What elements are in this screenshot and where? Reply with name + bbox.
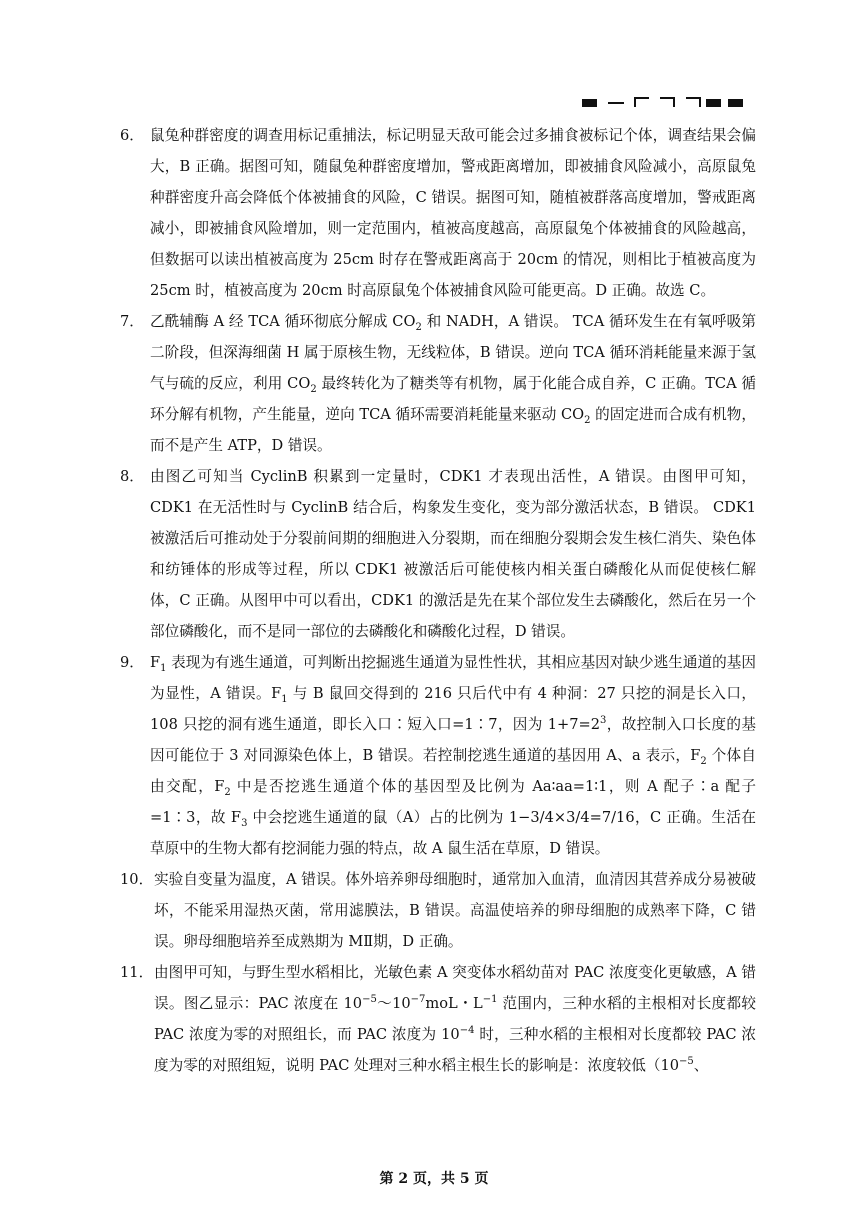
superscript: −5	[362, 994, 377, 1006]
superscript: −5	[679, 1056, 694, 1068]
header-marks	[582, 96, 744, 110]
page-footer: 第 2 页，共 5 页	[379, 1171, 489, 1187]
answer-item	[120, 647, 756, 864]
subscript: 2	[700, 755, 707, 767]
header-mark	[634, 97, 649, 107]
header-mark	[686, 97, 701, 107]
item-text: $F_1$ 表现为有逃生通道，可判断出挖掘逃生通道为显性性状，其相应基因对缺少逃生通道的基因为显性，A 错误。$F_1$ 与 B 鼠回交得到的 216 只后代中有 4 种洞：27 只挖的洞是长入口，108 只挖的洞有逃生通道，即长入口∶短入口=1∶7，因为 $1+7=2^3$，故控制入口长度的基因可能位于 3 对同源染色体上，B 错误。若控制挖逃生通道的基因用 A、a 表示，$F_2$ 个体自由交配，$F_2$ 中是否挖逃生通道个体的基因型及比例为 Aa∶aa=1∶1，则 A 配子∶a 配子=1∶3，故 $F_3$ 中会挖逃生通道的鼠（A）占的比例为 1−3/4×3/4=7/16，C 正确。生活在草原中的生物大都有挖洞能力强的特点，故 A 鼠生活在草原，D 错误。	[150, 654, 757, 857]
subscript: 1	[281, 693, 288, 705]
superscript: −7	[410, 994, 426, 1006]
item-text: 乙酰辅酶 A 经 TCA 循环彻底分解成 $CO_2$ 和 NADH，A 错误。 TCA 循环发生在有氧呼吸第二阶段，但深海细菌 H 属于原核生物，无线粒体，B 错误。逆向 TCA 循环消耗能量来源于氢气与硫的反应，利用 $CO_2$ 最终转化为了糖类等有机物，属于化能合成自养，C 正确。TCA 循环分解有机物，产生能量，逆向 TCA 循环需要消耗能量来驱动 $CO_2$ 的固定进而合成有机物，而不是产生 ATP，D 错误。	[150, 313, 756, 454]
item-number: 6．	[120, 127, 144, 144]
item-number: 8．	[120, 468, 144, 485]
header-mark	[728, 99, 743, 107]
header-mark	[660, 97, 675, 107]
header-mark	[608, 102, 624, 104]
header-mark	[582, 99, 597, 107]
item-text: 由图甲可知，与野生型水稻相比，光敏色素 A 突变体水稻幼苗对 PAC 浓度变化更敏感，A 错误。图乙显示：PAC 浓度在 $10^{-5}\sim 10^{-7}moL$・$L^{-1}$ 范围内，三种水稻的主根相对长度都较 PAC 浓度为零的对照组长，而 PAC 浓度为 $10^{-4}$ 时，三种水稻的主根相对长度都较 PAC 浓度为零的对照组短，说明 PAC 处理对三种水稻主根生长的影响是：浓度较低（$10^{-5}$、	[154, 964, 757, 1074]
answer-item	[120, 120, 756, 306]
superscript: 3	[600, 715, 607, 727]
answer-item	[120, 461, 756, 647]
item-text: 实验自变量为温度，A 错误。体外培养卵母细胞时，通常加入血清，血清因其营养成分易被破坏，不能采用湿热灭菌，常用滤膜法，B 错误。高温使培养的卵母细胞的成熟率下降，C 错误。卵母细胞培养至成熟期为 MⅡ期，D 正确。	[154, 871, 756, 950]
subscript: 2	[415, 321, 422, 333]
item-number: 7．	[120, 313, 144, 330]
item-text: 由图乙可知当 CyclinB 积累到一定量时，CDK1 才表现出活性，A 错误。由图甲可知，CDK1 在无活性时与 CyclinB 结合后，构象发生变化，变为部分激活状态，B 错误。 CDK1 被激活后可推动处于分裂前间期的细胞进入分裂期，而在细胞分裂期会发生核仁消失、染色体和纺锤体的形成等过程，所以 CDK1 被激活后可能使核内相关蛋白磷酸化从而促使核仁解体，C 正确。从图甲中可以看出，CDK1 的激活是先在某个部位发生去磷酸化，然后在另一个部位磷酸化，而不是同一部位的去磷酸化和磷酸化过程，D 错误。	[150, 468, 756, 640]
header-mark	[706, 99, 721, 107]
subscript: 2	[224, 786, 231, 798]
answer-content	[120, 120, 756, 1081]
superscript: −4	[459, 1025, 475, 1037]
subscript: 2	[310, 383, 317, 395]
answer-item	[120, 864, 756, 957]
item-text: 鼠兔种群密度的调查用标记重捕法，标记明显天敌可能会过多捕食被标记个体，调查结果会偏大，B 正确。据图可知，随鼠兔种群密度增加，警戒距离增加，即被捕食风险减小，高原鼠兔种群密度升高会降低个体被捕食的风险，C 错误。据图可知，随植被群落高度增加，警戒距离减小，即被捕食风险增加，则一定范围内，植被高度越高，高原鼠兔个体被捕食的风险越高，但数据可以读出植被高度为 25cm 时存在警戒距离高于 20cm 的情况，则相比于植被高度为 25cm 时，植被高度为 20cm 时高原鼠兔个体被捕食风险可能更高。D 正确。故选 C。	[150, 127, 756, 299]
item-number: 9．	[120, 654, 144, 671]
superscript: −1	[482, 994, 498, 1006]
answer-item	[120, 957, 756, 1081]
answer-item	[120, 306, 756, 461]
subscript: 2	[584, 414, 591, 426]
item-number: 10．	[120, 871, 154, 888]
subscript: 3	[241, 817, 248, 829]
item-number: 11．	[120, 964, 154, 981]
subscript: 1	[160, 662, 167, 674]
